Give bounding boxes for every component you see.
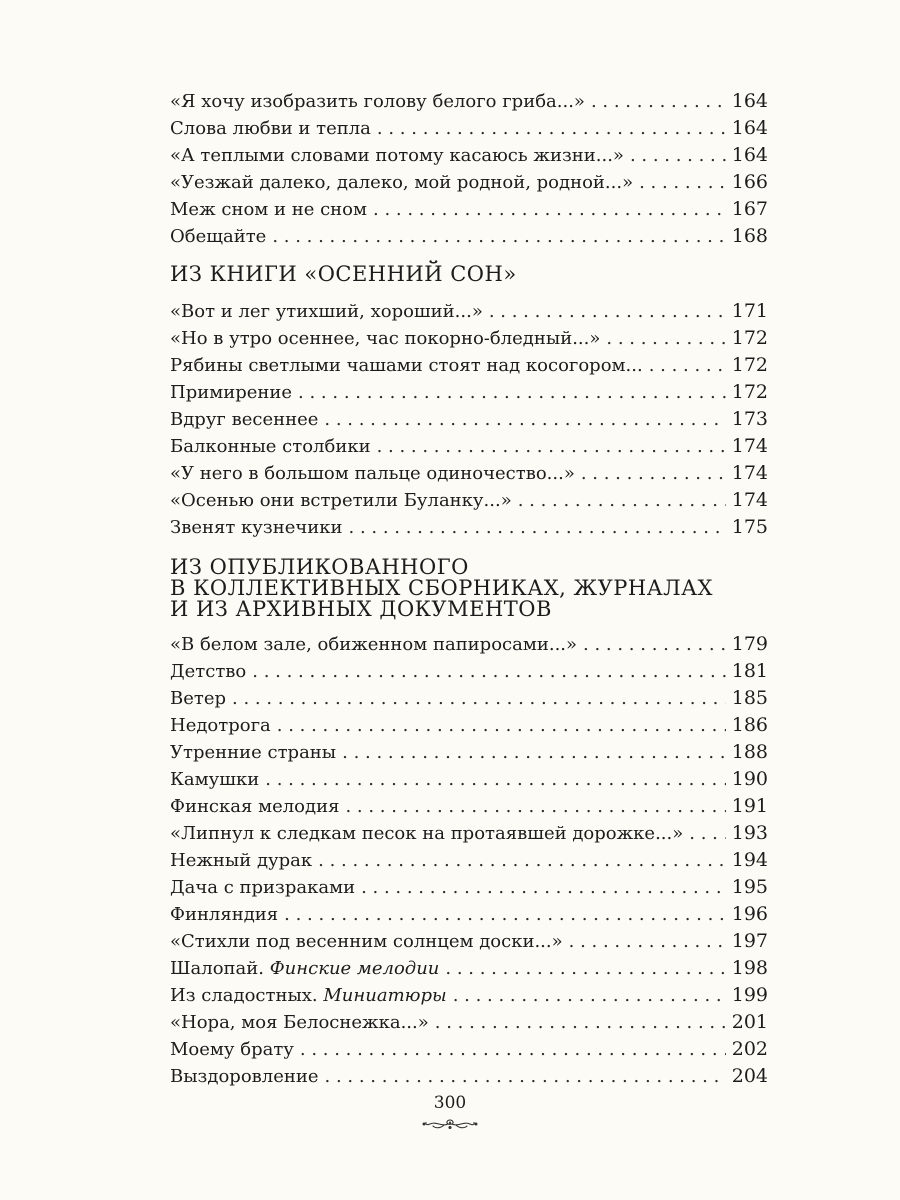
dot-leader bbox=[345, 793, 725, 820]
dot-leader bbox=[569, 928, 726, 955]
entry-page: 181 bbox=[731, 660, 768, 682]
toc-section bbox=[170, 88, 768, 250]
dot-leader bbox=[583, 631, 726, 658]
dot-leader bbox=[639, 169, 726, 196]
entry-title: «Уезжай далеко, далеко, мой родной, родной...» bbox=[170, 172, 634, 193]
toc-entry bbox=[170, 739, 768, 766]
toc-entry bbox=[170, 820, 768, 847]
entry-title: Камушки bbox=[170, 769, 260, 790]
entry-page: 174 bbox=[731, 462, 768, 484]
entry-title: Дача с призраками bbox=[170, 877, 356, 898]
entry-page: 204 bbox=[731, 1065, 768, 1087]
dot-leader bbox=[445, 955, 725, 982]
entry-page: 172 bbox=[731, 354, 768, 376]
dot-leader bbox=[284, 901, 726, 928]
toc-entry bbox=[170, 115, 768, 142]
toc-entry bbox=[170, 487, 768, 514]
entry-title: Меж сном и не сном bbox=[170, 199, 368, 220]
entry-page: 179 bbox=[731, 633, 768, 655]
toc-entry bbox=[170, 406, 768, 433]
entry-page: 188 bbox=[731, 741, 768, 763]
entry-page: 194 bbox=[731, 849, 768, 871]
dot-leader bbox=[342, 739, 726, 766]
dot-leader bbox=[325, 1063, 726, 1090]
entry-title: «Стихли под весенним солнцем доски...» bbox=[170, 931, 563, 952]
toc-entry bbox=[170, 658, 768, 685]
dot-leader bbox=[361, 874, 726, 901]
toc-entry bbox=[170, 379, 768, 406]
entry-page: 190 bbox=[731, 768, 768, 790]
entry-page: 172 bbox=[731, 381, 768, 403]
dot-leader bbox=[232, 685, 726, 712]
toc-entry bbox=[170, 325, 768, 352]
dot-leader bbox=[300, 1036, 726, 1063]
section-heading bbox=[170, 264, 768, 285]
entry-page: 199 bbox=[731, 984, 768, 1006]
entry-page: 166 bbox=[731, 171, 768, 193]
entry-title: Примирение bbox=[170, 382, 293, 403]
entry-page: 185 bbox=[731, 687, 768, 709]
entry-title-main: Шалопай. bbox=[170, 958, 264, 979]
toc-entry bbox=[170, 793, 768, 820]
toc-entry bbox=[170, 1063, 768, 1090]
dot-leader bbox=[272, 223, 725, 250]
toc-entry bbox=[170, 460, 768, 487]
entry-page: 186 bbox=[731, 714, 768, 736]
toc-entry bbox=[170, 88, 768, 115]
toc-entry bbox=[170, 433, 768, 460]
entry-title: Слова любви и тепла bbox=[170, 118, 371, 139]
entry-page: 171 bbox=[731, 300, 768, 322]
dot-leader bbox=[373, 196, 726, 223]
entry-page: 167 bbox=[731, 198, 768, 220]
entry-title bbox=[170, 982, 447, 1009]
entry-page: 201 bbox=[731, 1011, 768, 1033]
table-of-contents bbox=[170, 88, 768, 1090]
entry-title: Обещайте bbox=[170, 226, 267, 247]
toc-entry bbox=[170, 631, 768, 658]
entry-page: 198 bbox=[731, 957, 768, 979]
flourish-ornament-icon bbox=[0, 1117, 900, 1131]
toc-entry bbox=[170, 223, 768, 250]
entry-title: Нежный дурак bbox=[170, 850, 313, 871]
entry-page: 197 bbox=[731, 930, 768, 952]
toc-entry bbox=[170, 169, 768, 196]
entry-page: 172 bbox=[731, 327, 768, 349]
toc-entry bbox=[170, 766, 768, 793]
page-footer bbox=[0, 1093, 900, 1131]
dot-leader bbox=[591, 88, 726, 115]
dot-leader bbox=[649, 352, 726, 379]
entry-title: Рябины светлыми чашами стоят над косогором... bbox=[170, 355, 643, 376]
entry-title: Звенят кузнечики bbox=[170, 517, 343, 538]
section-heading-line: И ИЗ АРХИВНЫХ ДОКУМЕНТОВ bbox=[170, 597, 552, 621]
toc-entry bbox=[170, 352, 768, 379]
dot-leader bbox=[324, 406, 725, 433]
entry-page: 193 bbox=[731, 822, 768, 844]
dot-leader bbox=[435, 1009, 726, 1036]
toc-entry bbox=[170, 901, 768, 928]
dot-leader bbox=[265, 766, 725, 793]
entry-title: «В белом зале, обиженном папиросами...» bbox=[170, 634, 578, 655]
entry-page: 191 bbox=[731, 795, 768, 817]
entry-page: 175 bbox=[731, 516, 768, 538]
dot-leader bbox=[277, 712, 726, 739]
entry-title: Финская мелодия bbox=[170, 796, 340, 817]
entry-title: Выздоровление bbox=[170, 1066, 319, 1087]
entry-title: Детство bbox=[170, 661, 247, 682]
toc-entry bbox=[170, 685, 768, 712]
toc-section bbox=[170, 557, 768, 1090]
section-heading bbox=[170, 557, 768, 620]
dot-leader bbox=[630, 142, 726, 169]
toc-entry bbox=[170, 847, 768, 874]
entry-page: 164 bbox=[731, 90, 768, 112]
dot-leader bbox=[377, 433, 726, 460]
entry-title: Утренние страны bbox=[170, 742, 337, 763]
entry-title: «Вот и лег утихший, хороший...» bbox=[170, 301, 483, 322]
entry-title: Недотрога bbox=[170, 715, 271, 736]
toc-entry bbox=[170, 874, 768, 901]
entry-page: 174 bbox=[731, 435, 768, 457]
toc-entry bbox=[170, 955, 768, 982]
dot-leader bbox=[453, 982, 726, 1009]
dot-leader bbox=[489, 298, 726, 325]
toc-entry bbox=[170, 928, 768, 955]
entry-subtitle: Миниатюры bbox=[323, 985, 447, 1006]
toc-entry bbox=[170, 982, 768, 1009]
dot-leader bbox=[377, 115, 726, 142]
dot-leader bbox=[689, 820, 725, 847]
entry-page: 164 bbox=[731, 144, 768, 166]
entry-page: 196 bbox=[731, 903, 768, 925]
toc-entry bbox=[170, 142, 768, 169]
entry-subtitle: Финские мелодии bbox=[269, 958, 440, 979]
dot-leader bbox=[318, 847, 726, 874]
entry-title: Финляндия bbox=[170, 904, 279, 925]
entry-title: «Липнул к следкам песок на протаявшей дорожке...» bbox=[170, 823, 684, 844]
toc-entry bbox=[170, 1009, 768, 1036]
entry-title bbox=[170, 955, 439, 982]
dot-leader bbox=[518, 487, 726, 514]
dot-leader bbox=[606, 325, 725, 352]
dot-leader bbox=[298, 379, 726, 406]
toc-entry bbox=[170, 712, 768, 739]
toc-entry bbox=[170, 298, 768, 325]
dot-leader bbox=[252, 658, 725, 685]
section-heading-line: ИЗ ОПУБЛИКОВАННОГО bbox=[170, 555, 469, 579]
dot-leader bbox=[349, 514, 726, 541]
entry-title: «Нора, моя Белоснежка...» bbox=[170, 1012, 429, 1033]
page-number: 300 bbox=[433, 1093, 467, 1113]
toc-section bbox=[170, 264, 768, 541]
section-heading-line: ИЗ КНИГИ «ОСЕННИЙ СОН» bbox=[170, 262, 517, 286]
toc-entry bbox=[170, 514, 768, 541]
entry-page: 164 bbox=[731, 117, 768, 139]
dot-leader bbox=[581, 460, 726, 487]
entry-page: 168 bbox=[731, 225, 768, 247]
entry-title: «А теплыми словами потому касаюсь жизни...» bbox=[170, 145, 624, 166]
entry-title: «Я хочу изобразить голову белого гриба...» bbox=[170, 91, 585, 112]
entry-page: 173 bbox=[731, 408, 768, 430]
entry-page: 202 bbox=[731, 1038, 768, 1060]
entry-title: «Осенью они встретили Буланку...» bbox=[170, 490, 512, 511]
entry-title: «У него в большом пальце одиночество...» bbox=[170, 463, 575, 484]
entry-page: 174 bbox=[731, 489, 768, 511]
entry-title: Вдруг весеннее bbox=[170, 409, 319, 430]
entry-title: Балконные столбики bbox=[170, 436, 371, 457]
entry-title: Моему брату bbox=[170, 1039, 294, 1060]
entry-page: 195 bbox=[731, 876, 768, 898]
entry-title-main: Из сладостных. bbox=[170, 985, 318, 1006]
entry-title: Ветер bbox=[170, 688, 227, 709]
toc-entry bbox=[170, 1036, 768, 1063]
entry-title: «Но в утро осеннее, час покорно-бледный...» bbox=[170, 328, 601, 349]
toc-entry bbox=[170, 196, 768, 223]
section-heading-line: В КОЛЛЕКТИВНЫХ СБОРНИКАХ, ЖУРНАЛАХ bbox=[170, 576, 713, 600]
